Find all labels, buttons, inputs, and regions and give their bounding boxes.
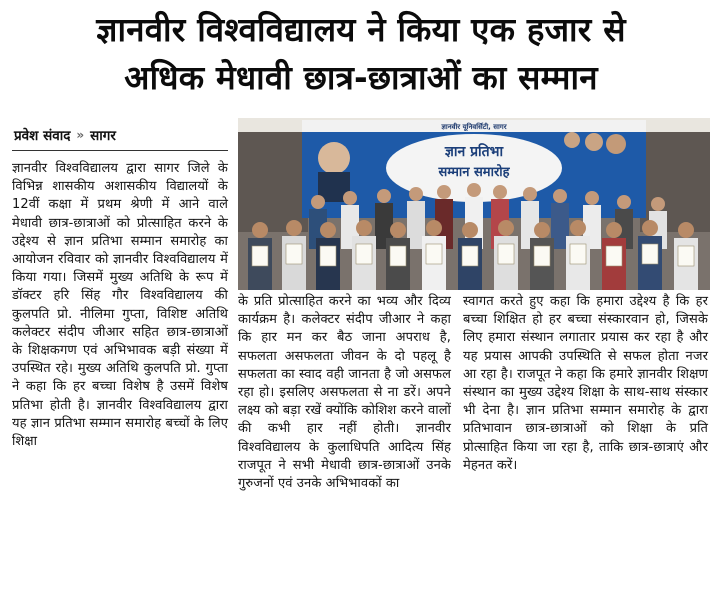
headline-line-2: अधिक मेधावी छात्र-छात्राओं का सम्मान <box>124 58 598 97</box>
column-1-text: ज्ञानवीर विश्वविद्यालय द्वारा सागर जिले के विभिन्न शासकीय अशासकीय विद्यालयों के 12वीं कक्षा में प्रथम श्रेणी में आने वाले मेधावी छात्र-छात्राओं को प्रोत्साहित करने के उद्देश्य से ज्ञान प्रतिभा सम्मान समारोह का आयोजन रविवार को ज्ञानवीर विश्वविद्यालय में किया गया। जिसमें मुख्य अतिथि के रूप में डॉक्टर हरि सिंह गौर विश्वविद्यालय की कुलपति प्रो. नीलिमा गुप्ता, विशिष्ट अतिथि कलेक्टर संदीप जीआर सहित छात्र-छात्राओं के शिक्षकगण एवं अभिभावक बड़ी संख्या में उपस्थित रहे। मुख्य अतिथि कुलपति प्रो. गुप्ता ने कहा कि हर बच्चा विशेष है उसमें विशेष प्रतिभा होती है। ज्ञानवीर विश्वविद्यालय द्वारा यह ज्ञान प्रतिभा सम्मान समारोह बच्चों के लिए शिक्षा <box>12 161 228 450</box>
banner-title-2: सम्मान समारोह <box>438 165 510 180</box>
byline-rule <box>12 150 228 151</box>
byline-author: प्रवेश संवाद <box>14 128 71 144</box>
column-2-text: के प्रति प्रोत्साहित करने का भव्य और दिव्य कार्यक्रम है। कलेक्टर संदीप जीआर ने कहा कि हार मन कर बैठ जाना अपराध है, सफलता असफलता जीवन के दो पहलू है सफलता का स्वाद वही जानता है जो असफल रहा हो। इसलिए असफलता से ना डरें। अपने लक्ष्य को बड़ा रखें क्योंकि कोशिश करने वालों की कभी हार नहीं होती। ज्ञानवीर विश्वविद्यालय के कुलाधिपति आदित्य सिंह राजपूत ने सभी मेधावी छात्र-छात्राओं उनके गुरुजनों एवं उनके अभिभावकों का <box>238 294 451 492</box>
banner-org-name: ज्ञानवीर यूनिवर्सिटी, सागर <box>441 123 507 131</box>
article-column-2 <box>238 293 451 493</box>
event-photo <box>238 118 710 290</box>
column-3-text: स्वागत करते हुए कहा कि हमारा उद्देश्य है कि हर बच्चा शिक्षित हो हर बच्चा संस्कारवान हो, जिसके लिए हमारा संस्थान लगातार प्रयास कर रहा है और यह प्रयास आपकी उपस्थिति से सफल होता नजर आ रहा है। राजपूत ने कहा कि हमारे ज्ञानवीर शिक्षण संस्थान का मुख्य उद्देश्य शिक्षा के साथ-साथ संस्कार भी देना है। ज्ञान प्रतिभा सम्मान समारोह के द्वारा प्रतिभावान छात्र-छात्राओं को शिक्षा के प्रति प्रोत्साहित किया जा रहा है, ताकि छात्र-छात्राएं और मेहनत करें। <box>463 294 708 473</box>
byline-city: सागर <box>90 128 116 144</box>
article-column-1 <box>12 160 228 451</box>
byline <box>14 124 230 146</box>
headline-line-1: ज्ञानवीर विश्वविद्यालय ने किया एक हजार से <box>96 10 626 49</box>
banner-title-1: ज्ञान प्रतिभा <box>444 144 504 160</box>
byline-separator: » <box>76 128 85 142</box>
article-column-3 <box>463 293 708 475</box>
